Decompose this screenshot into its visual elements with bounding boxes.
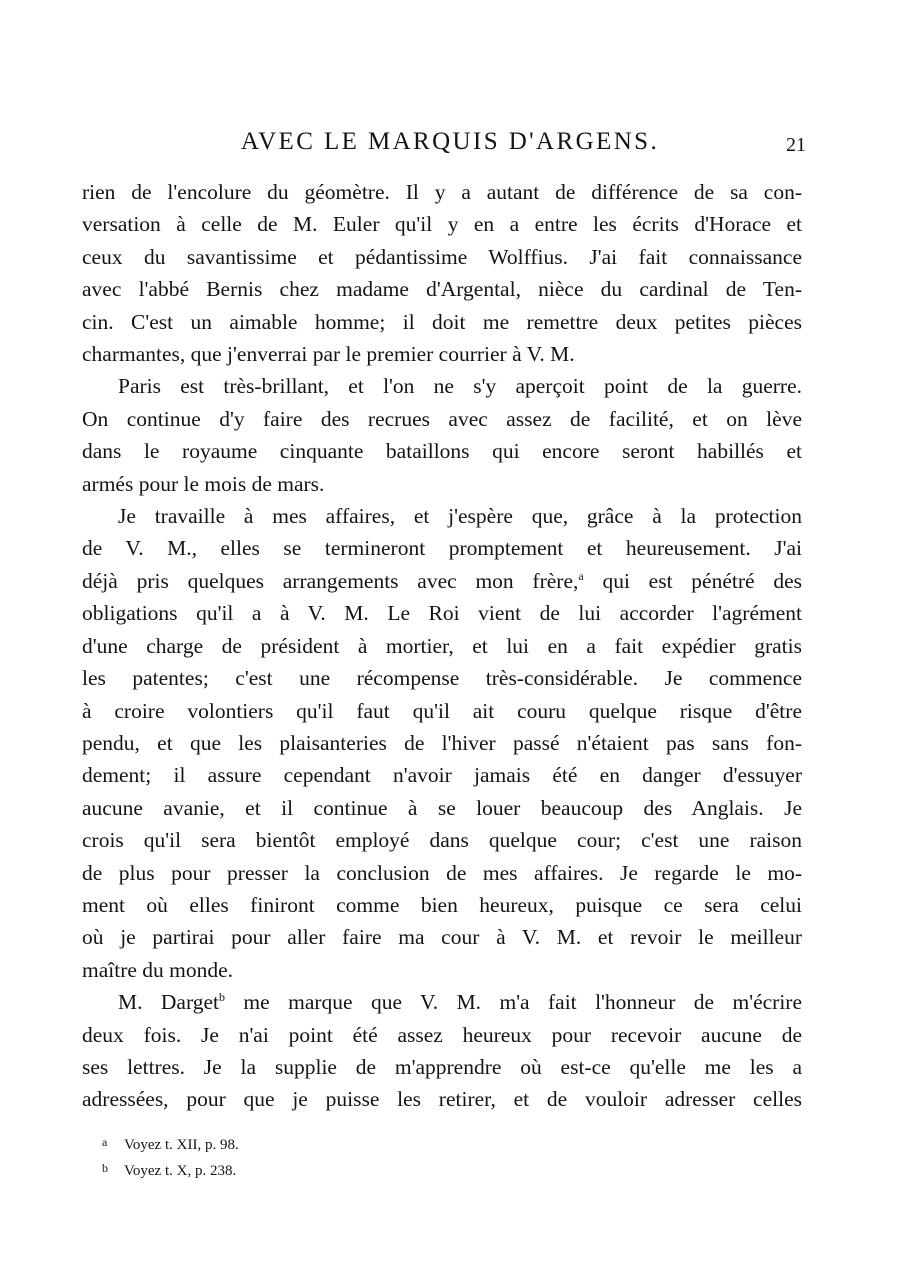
text-line: On continue d'y faire des recrues avec assez de facilité, et on lève — [82, 406, 802, 431]
text-line: obligations qu'il a à V. M. Le Roi vient de lui accorder l'agrément — [82, 601, 802, 626]
text-line: Je travaille à mes affaires, et j'espère que, grâce à la protection — [118, 504, 802, 529]
text-line: aucune avanie, et il continue à se louer beaucoup des Anglais. Je — [82, 795, 802, 820]
footnote — [102, 1157, 239, 1183]
text-line: à croire volontiers qu'il faut qu'il ait couru quelque risque d'être — [82, 698, 802, 723]
text-line: ment où elles finiront comme bien heureux, puisque ce sera celui — [82, 892, 802, 917]
text-line: ses lettres. Je la supplie de m'apprendre où est-ce qu'elle me les a — [82, 1054, 802, 1079]
text-line: dans le royaume cinquante bataillons qui encore seront habillés et — [82, 439, 802, 464]
text-segment: me marque que V. M. m'a fait l'honneur de m'écrire — [225, 990, 802, 1015]
footnote-mark: b — [102, 1161, 108, 1175]
footnotes — [102, 1131, 239, 1183]
footnote-text: Voyez t. XII, p. 98. — [124, 1137, 239, 1153]
footnote-mark: a — [102, 1135, 108, 1149]
footnote-ref-a[interactable]: a — [578, 568, 584, 583]
text-line: les patentes; c'est une récompense très-considérable. Je commence — [82, 666, 802, 691]
text-line: maître du monde. — [82, 957, 234, 982]
text-line: armés pour le mois de mars. — [82, 471, 325, 496]
text-line: où je partirai pour aller faire ma cour à V. M. et revoir le meilleur — [82, 925, 802, 950]
text-line: rien de l'encolure du géomètre. Il y a autant de différence de sa con- — [82, 180, 802, 204]
text-line: ceux du savantissime et pédantissime Wolffius. J'ai fait connaissance — [82, 244, 802, 269]
text-line: crois qu'il sera bientôt employé dans quelque cour; c'est une raison — [82, 828, 802, 853]
text-segment: qui est pénétré des — [583, 568, 802, 593]
page-number: 21 — [786, 134, 806, 156]
text-line: deux fois. Je n'ai point été assez heureux pour recevoir aucune de — [82, 1022, 802, 1047]
text-line: de plus pour presser la conclusion de mes affaires. Je regarde le mo- — [82, 860, 802, 885]
text-line-with-note — [82, 986, 802, 1018]
text-line: pendu, et que les plaisanteries de l'hiver passé n'étaient pas sans fon- — [82, 730, 802, 755]
text-line: d'une charge de président à mortier, et lui en a fait expédier gratis — [82, 633, 802, 658]
footnote-ref-b[interactable]: b — [219, 990, 226, 1005]
text-segment: M. Darget — [118, 990, 220, 1015]
footnote — [102, 1131, 239, 1157]
running-head — [82, 128, 818, 162]
text-line: cin. C'est un aimable homme; il doit me remettre deux petites pièces — [82, 309, 802, 334]
text-line: avec l'abbé Bernis chez madame d'Argental, nièce du cardinal de Ten- — [82, 277, 802, 302]
text-line-with-note — [82, 565, 802, 597]
text-line: Paris est très-brillant, et l'on ne s'y aperçoit point de la guerre. — [118, 374, 802, 399]
running-title: AVEC LE MARQUIS D'ARGENS. — [240, 128, 660, 155]
text-line: charmantes, que j'enverrai par le premier courrier à V. M. — [82, 342, 575, 367]
body-text — [82, 176, 802, 1116]
text-line: adressées, pour que je puisse les retirer, et de vouloir adresser celles — [82, 1087, 802, 1112]
footnote-text: Voyez t. X, p. 238. — [124, 1163, 237, 1179]
text-segment: déjà pris quelques arrangements avec mon frère, — [82, 568, 579, 593]
text-line: dement; il assure cependant n'avoir jamais été en danger d'essuyer — [82, 763, 802, 788]
text-line: versation à celle de M. Euler qu'il y en a entre les écrits d'Horace et — [82, 212, 802, 237]
text-line: de V. M., elles se termineront promptement et heureusement. J'ai — [82, 536, 802, 561]
